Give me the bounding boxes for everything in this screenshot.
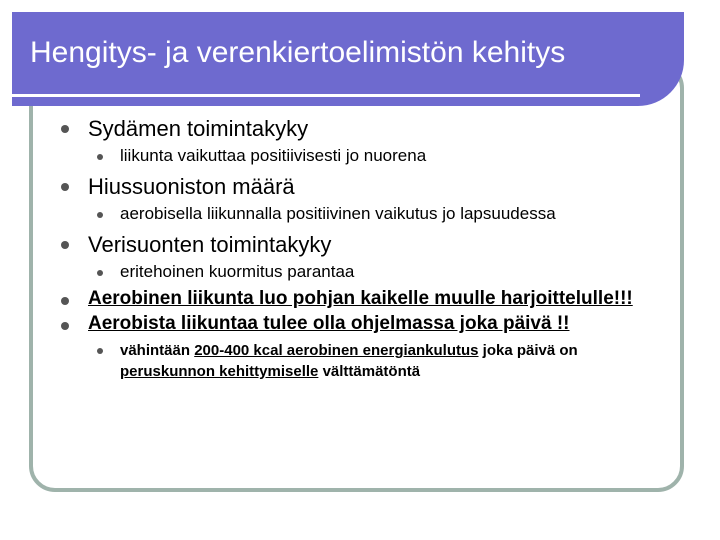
sub-item-vessels: eritehoinen kuormitus parantaa [120, 262, 355, 281]
bullet-icon [61, 125, 69, 133]
bullet-item-aerobic-base: Aerobinen liikunta luo pohjan kaikelle muulle harjoittelulle!!! [88, 288, 633, 309]
sub-item-energy [120, 340, 680, 382]
slide-title: Hengitys- ja verenkiertoelimistön kehitys [30, 36, 566, 69]
bullet-icon [97, 212, 103, 218]
energy-text-part4: peruskunnon kehittymiselle [120, 363, 319, 380]
energy-text-part2: 200-400 kcal aerobinen energiankulutus [194, 342, 479, 359]
bullet-item-heart: Sydämen toimintakyky [88, 116, 309, 141]
bullet-icon [61, 297, 69, 305]
bullet-item-capillaries: Hiussuoniston määrä [88, 174, 295, 199]
bullet-icon [97, 154, 103, 160]
bullet-icon [61, 322, 69, 330]
bullet-icon [97, 270, 103, 276]
sub-item-capillaries: aerobisella liikunnalla positiivinen vaikutus jo lapsuudessa [120, 204, 556, 223]
bullet-icon [61, 241, 69, 249]
title-divider [12, 94, 640, 97]
energy-text-part3: joka päivä on [482, 342, 578, 359]
energy-text-part5: välttämätöntä [322, 363, 421, 380]
sub-item-heart: liikunta vaikuttaa positiivisesti jo nuorena [120, 146, 427, 165]
bullet-icon [97, 348, 103, 354]
bullet-item-aerobic-daily: Aerobista liikuntaa tulee olla ohjelmassa joka päivä !! [88, 313, 570, 334]
energy-text-part1: vähintään [120, 342, 191, 359]
bullet-item-vessels: Verisuonten toimintakyky [88, 232, 332, 257]
bullet-icon [61, 183, 69, 191]
